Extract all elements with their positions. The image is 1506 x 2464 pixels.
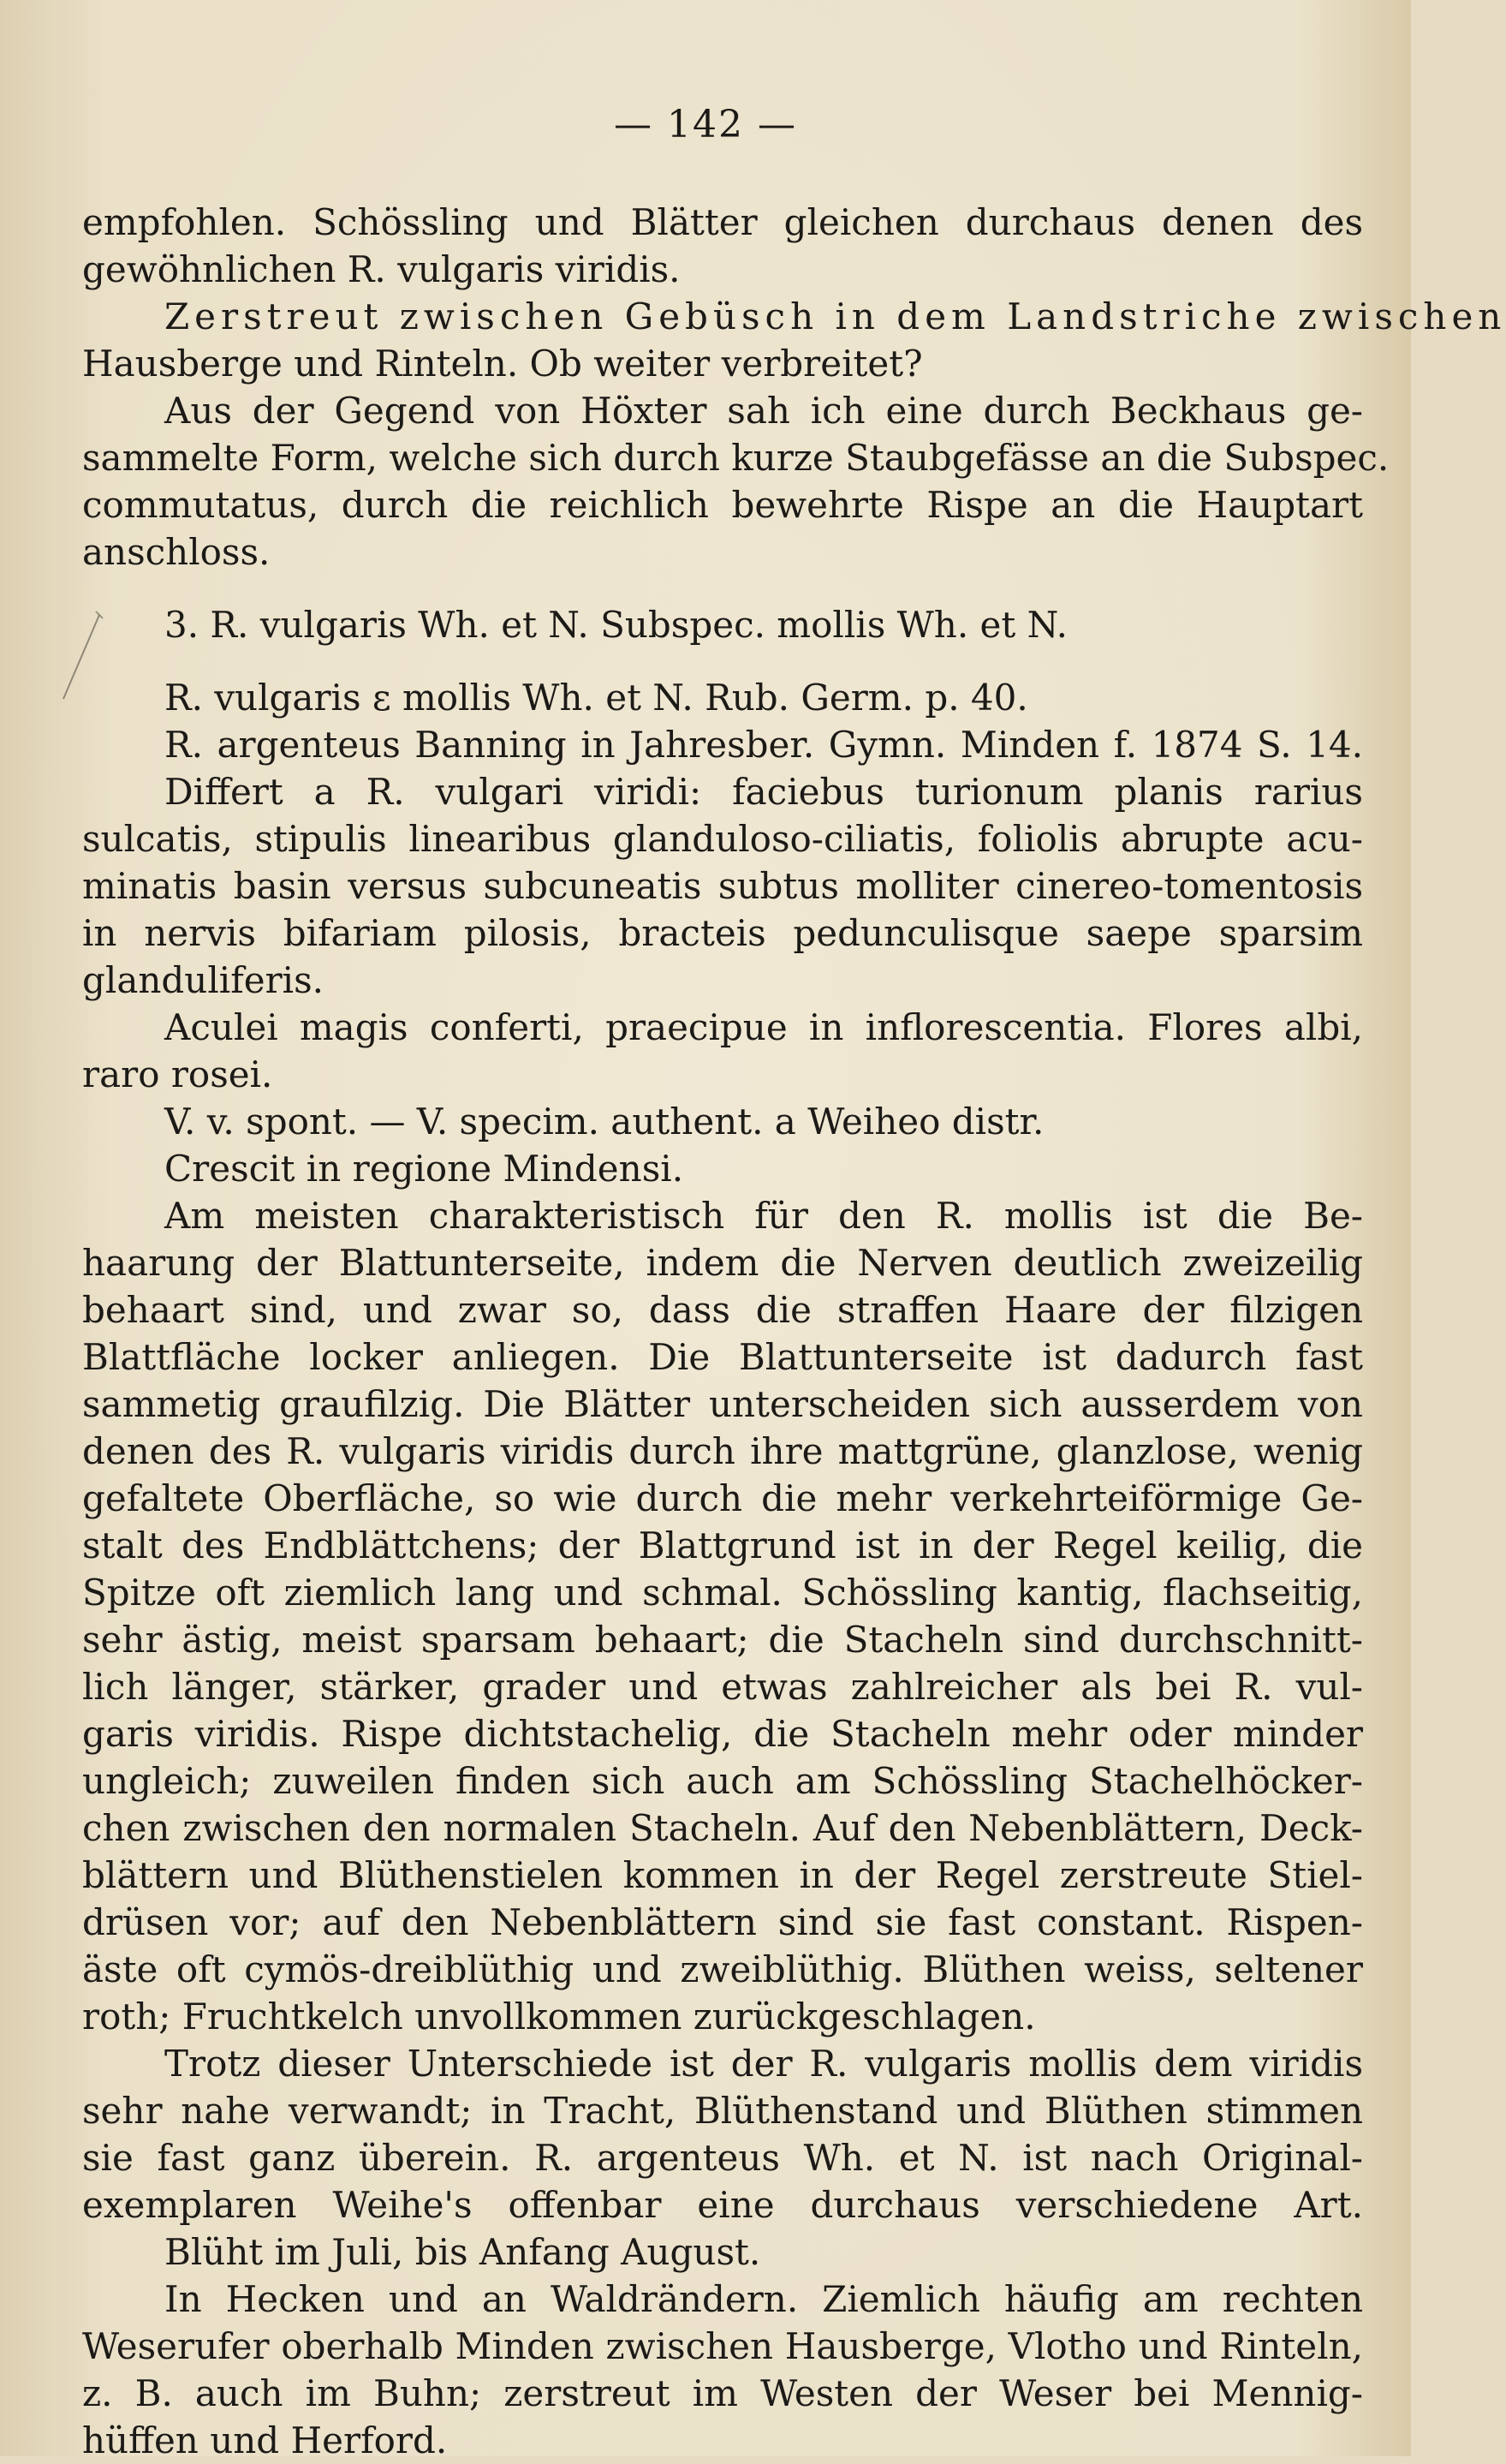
text-line: ungleich; zuweilen finden sich auch am Schössling Stachelhöcker- (82, 1760, 1363, 1802)
text-line: z. B. auch im Buhn; zerstreut im Westen der Weser bei Mennig- (82, 2372, 1363, 2414)
text-line: garis viridis. Rispe dichtstachelig, die Stacheln mehr oder minder (82, 1713, 1363, 1755)
text-line: Weserufer oberhalb Minden zwischen Hausberge, Vlotho und Rinteln, (82, 2325, 1363, 2367)
text-line: in nervis bifariam pilosis, bracteis pedunculisque saepe sparsim (82, 912, 1363, 954)
text-line: gefaltete Oberfläche, so wie durch die mehr verkehrteiförmige Ge- (82, 1477, 1363, 1519)
text-line: haarung der Blattunterseite, indem die Nerven deutlich zweizeilig (82, 1242, 1363, 1284)
page-number: — 142 — (614, 103, 797, 146)
text-line: empfohlen. Schössling und Blätter gleichen durchaus denen des (82, 201, 1363, 243)
text-line: lich länger, stärker, grader und etwas zahlreicher als bei R. vul- (82, 1666, 1363, 1708)
text-line: Aculei magis conferti, praecipue in inflorescentia. Flores albi, (164, 1006, 1363, 1048)
text-line: sammetig graufilzig. Die Blätter unterscheiden sich ausserdem von (82, 1383, 1363, 1425)
text-line: raro rosei. (82, 1053, 273, 1095)
text-line: sehr ästig, meist sparsam behaart; die Stacheln sind durchschnitt- (82, 1619, 1363, 1661)
text-line: sie fast ganz überein. R. argenteus Wh. et N. ist nach Original- (82, 2137, 1363, 2179)
text-line: V. v. spont. — V. specim. authent. a Weiheo distr. (164, 1101, 1045, 1143)
section-heading: 3. R. vulgaris Wh. et N. Subspec. mollis Wh. et N. (164, 604, 1068, 646)
text-line: Spitze oft ziemlich lang und schmal. Schössling kantig, flachseitig, (82, 1572, 1363, 1614)
text-line: minatis basin versus subcuneatis subtus molliter cinereo-tomentosis (82, 865, 1363, 907)
text-line: stalt des Endblättchens; der Blattgrund ist in der Regel keilig, die (82, 1524, 1363, 1566)
text-line: commutatus, durch die reichlich bewehrte Rispe an die Hauptart (82, 484, 1363, 526)
text-line: Blattfläche locker anliegen. Die Blattunterseite ist dadurch fast (82, 1336, 1363, 1378)
text-line: Am meisten charakteristisch für den R. mollis ist die Be- (164, 1195, 1363, 1237)
text-line: hüffen und Herford. (82, 2419, 448, 2461)
text-line: chen zwischen den normalen Stacheln. Auf den Nebenblättern, Deck- (82, 1807, 1363, 1849)
text-line: Zerstreut zwischen Gebüsch in dem Landstriche zwischen (164, 295, 1506, 337)
text-line: sammelte Form, welche sich durch kurze Staubgefässe an die Subspec. (82, 437, 1390, 479)
text-line: R. argenteus Banning in Jahresber. Gymn. Minden f. 1874 S. 14. (164, 724, 1363, 766)
text-line: sulcatis, stipulis linearibus glanduloso-ciliatis, foliolis abrupte acu- (82, 818, 1363, 860)
text-line: anschloss. (82, 531, 271, 573)
text-line: gewöhnlichen R. vulgaris viridis. (82, 248, 681, 290)
text-line: glanduliferis. (82, 959, 324, 1001)
text-line: Aus der Gegend von Höxter sah ich eine durch Beckhaus ge- (164, 390, 1363, 432)
page-body (82, 199, 1506, 2464)
text-line: denen des R. vulgaris viridis durch ihre mattgrüne, glanzlose, wenig (82, 1430, 1363, 1472)
text-line: äste oft cymös-dreiblüthig und zweiblüthig. Blüthen weiss, seltener (82, 1948, 1363, 1990)
text-line: Differt a R. vulgari viridi: faciebus turionum planis rarius (164, 771, 1363, 813)
text-line: In Hecken und an Waldrändern. Ziemlich häufig am rechten (164, 2278, 1363, 2320)
text-line: roth; Fruchtkelch unvollkommen zurückgeschlagen. (82, 1996, 1036, 2037)
text-line: Crescit in regione Mindensi. (164, 1148, 684, 1190)
text-line: blättern und Blüthenstielen kommen in der Regel zerstreute Stiel- (82, 1854, 1363, 1896)
text-line: drüsen vor; auf den Nebenblättern sind sie fast constant. Rispen- (82, 1901, 1363, 1943)
text-line: exemplaren Weihe's offenbar eine durchaus verschiedene Art. (82, 2184, 1363, 2226)
text-line: Hausberge und Rinteln. Ob weiter verbreitet? (82, 343, 923, 385)
text-line: R. vulgaris ε mollis Wh. et N. Rub. Germ. p. 40. (164, 677, 1028, 719)
text-line: behaart sind, und zwar so, dass die straffen Haare der filzigen (82, 1289, 1363, 1331)
text-line: Blüht im Juli, bis Anfang August. (164, 2231, 761, 2273)
text-line: sehr nahe verwandt; in Tracht, Blüthenstand und Blüthen stimmen (82, 2090, 1363, 2132)
text-line: Trotz dieser Unterschiede ist der R. vulgaris mollis dem viridis (164, 2043, 1363, 2085)
